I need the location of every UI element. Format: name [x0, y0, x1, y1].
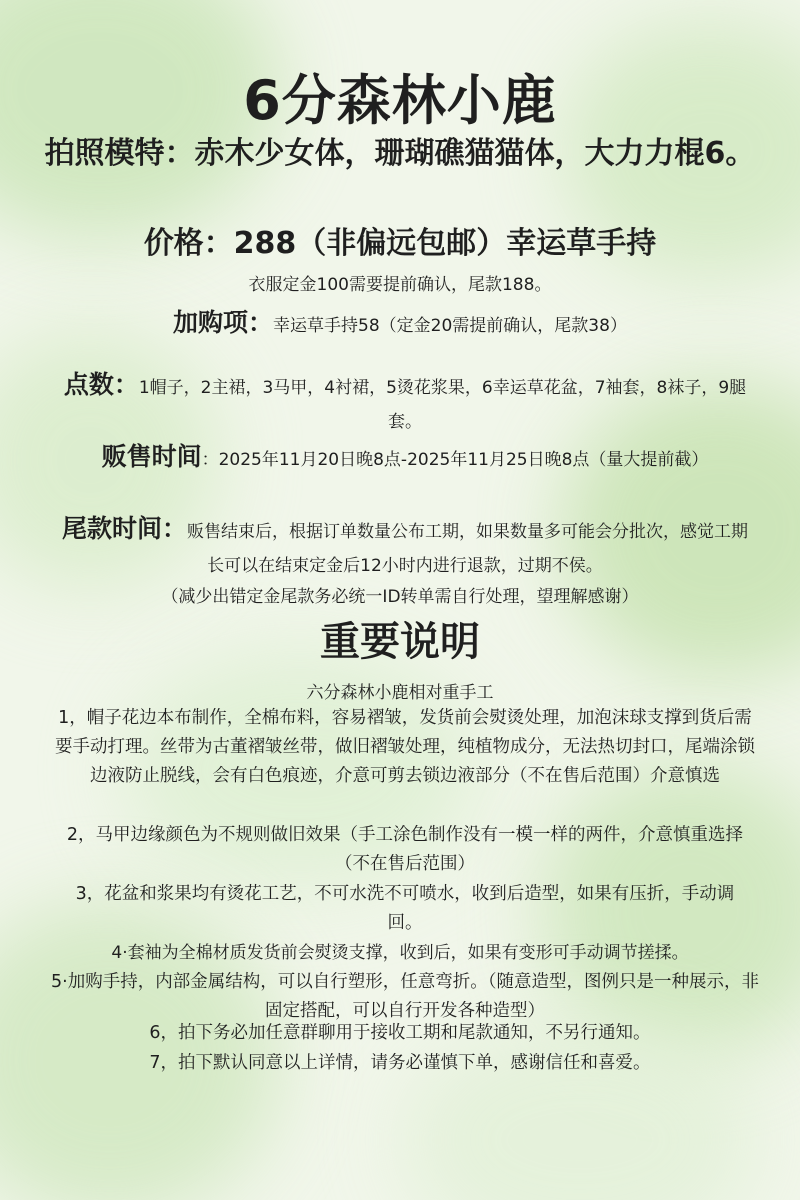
final-payment-note: （减少出错定金尾款务必统一ID转单需自行处理，望理解感谢） [161, 587, 639, 607]
sale-time-label: 贩售时间 [101, 442, 202, 471]
important-item-5: 5·加购手持，内部金属结构，可以自行塑形，任意弯折。（随意造型，图例只是一种展示，非固定搭配，可以自行开发各种造型） [51, 972, 759, 1021]
addon-label: 加购项： [173, 308, 274, 337]
sale-time-line [60, 440, 750, 477]
deposit-note: 衣服定金100需要提前确认，尾款188。 [248, 275, 552, 295]
final-payment-label: 尾款时间： [61, 514, 187, 543]
important-item-7: 7，拍下默认同意以上详情，请务必谨慎下单，感谢信任和喜爱。 [149, 1053, 651, 1073]
important-item-6: 6，拍下务必加任意群聊用于接收工期和尾款通知，不另行通知。 [149, 1023, 651, 1043]
important-item-4: 4·套袖为全棉材质发货前会熨烫支撑，收到后，如果有变形可手动调节搓揉。 [111, 943, 689, 963]
important-item-2: 2，马甲边缘颜色为不规则做旧效果（手工涂色制作没有一模一样的两件，介意慎重选择（不在售后范围） [66, 825, 744, 874]
addon-value: 幸运草手持58（定金20需提前确认，尾款38） [273, 316, 627, 336]
important-item-1: 1，帽子花边本布制作，全棉布料，容易褶皱，发货前会熨烫处理，加泡沫球支撑到货后需要手动打理。丝带为古董褶皱丝带，做旧褶皱处理，纯植物成分，无法热切封口，尾端涂锁边液防止脱线，会有白色痕迹，介意可剪去锁边液部分（不在售后范围）介意慎选 [55, 708, 755, 786]
models-line: 拍照模特：赤木少女体，珊瑚礁猫猫体，大力力棍6。 [44, 136, 756, 171]
price-line: 价格：288（非偏远包邮）幸运草手持 [143, 226, 657, 261]
points-line [60, 368, 750, 439]
final-payment-line [55, 512, 755, 583]
points-value: 1帽子，2主裙，3马甲，4衬裙，5烫花浆果，6幸运草花盆，7袖套，8袜子，9腿套。 [138, 378, 747, 432]
final-payment-value: 贩售结束后，根据订单数量公布工期，如果数量多可能会分批次，感觉工期长可以在结束定金后12小时内进行退款，过期不侯。 [187, 522, 748, 576]
important-item-3: 3，花盆和浆果均有烫花工艺，不可水洗不可喷水，收到后造型，如果有压折，手动调回。 [75, 884, 735, 933]
important-title: 重要说明 [320, 619, 480, 665]
points-label: 点数： [63, 370, 139, 399]
addon-line [40, 303, 760, 339]
important-subtitle: 六分森林小鹿相对重手工 [306, 683, 494, 703]
page-title: 6分森林小鹿 [243, 69, 557, 132]
sale-time-value: ：2025年11月20日晚8点-2025年11月25日晚8点（量大提前截） [201, 450, 709, 470]
